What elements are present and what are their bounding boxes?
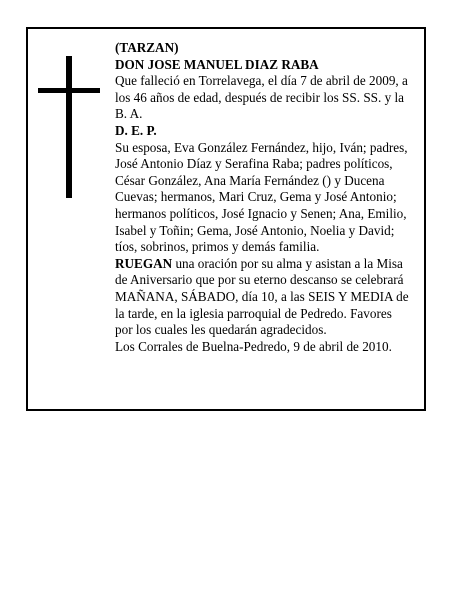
cross-horizontal-bar: [38, 88, 100, 93]
request-text: , día 10, a las: [235, 288, 309, 304]
request-text: una oración por su alma y asistan a la Misa: [172, 255, 403, 271]
cross-vertical-bar: [66, 56, 72, 198]
family-line: tíos, sobrinos, primos y demás familia.: [115, 239, 320, 255]
nickname: (TARZAN): [115, 40, 179, 55]
request-line: la tarde, en la iglesia parroquial de Pedredo. Favores: [115, 305, 392, 321]
request-line: [115, 256, 423, 273]
ruegan-label: RUEGAN: [115, 255, 173, 271]
family-line: Su esposa, Eva González Fernández, hijo, Iván; padres,: [115, 139, 408, 155]
deceased-name: DON JOSE MANUEL DIAZ RABA: [115, 56, 319, 72]
request-text: de: [392, 288, 409, 304]
family-line: Cuevas; hermanos, Mari Cruz, Gema y José Antonio;: [115, 189, 397, 205]
family-line: hermanos políticos, José Ignacio y Senen; Ana, Emilio,: [115, 205, 407, 221]
mass-time: SEIS Y MEDIA: [308, 288, 393, 304]
obituary-notice: [26, 27, 426, 411]
family-line: César González, Ana María Fernández () y Ducena: [115, 172, 385, 188]
dep-heading: D. E. P.: [115, 122, 157, 138]
death-line: los 46 años de edad, después de recibir los SS. SS. y la: [115, 89, 404, 105]
family-line: Isabel y Toñin; Gema, José Antonio, Noelia y David;: [115, 222, 395, 238]
notice-text: [115, 40, 423, 355]
place-date: Los Corrales de Buelna-Pedredo, 9 de abril de 2010.: [115, 338, 392, 354]
mass-day: MAÑANA, SÁBADO: [115, 288, 236, 304]
request-line: por los cuales les quedarán agradecidos.: [115, 322, 327, 338]
death-line: Que falleció en Torrelavega, el día 7 de abril de 2009, a: [115, 73, 408, 89]
request-line: [115, 289, 423, 306]
request-line: de Aniversario que por su eterno descanso se celebrará: [115, 272, 404, 288]
death-line: B. A.: [115, 106, 143, 122]
family-line: José Antonio Díaz y Serafina Raba; padres políticos,: [115, 156, 393, 172]
